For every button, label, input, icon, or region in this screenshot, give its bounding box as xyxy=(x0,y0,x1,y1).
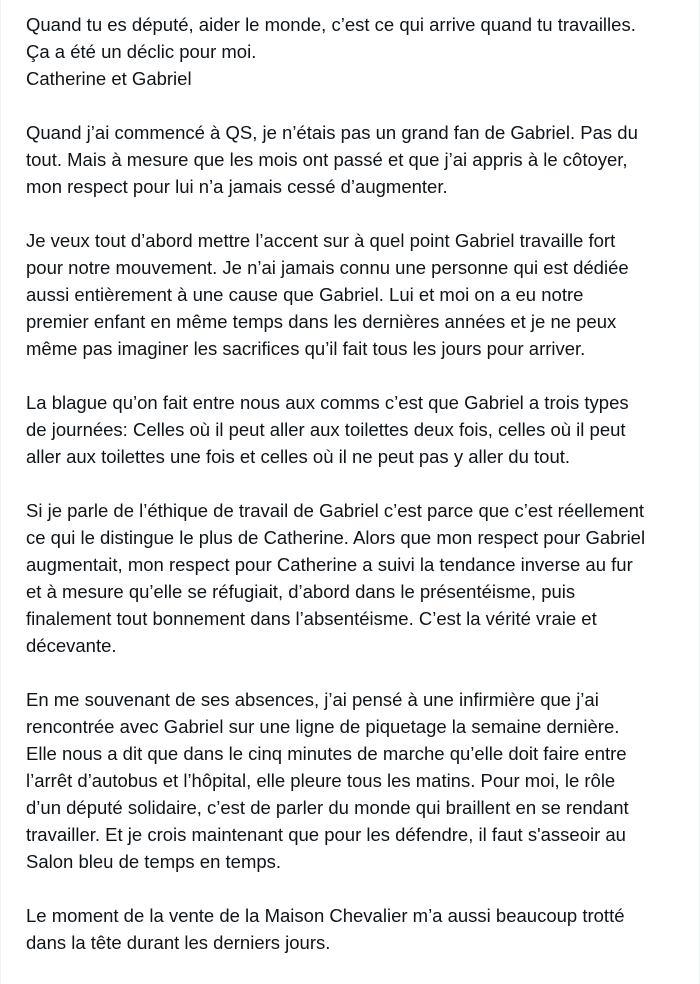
text-line: Je veux tout d’abord mettre l’accent sur à quel point Gabriel travaille fort xyxy=(26,230,616,251)
text-line: travailler. Et je crois maintenant que pour les défendre, il faut s'asseoir au xyxy=(26,824,626,845)
text-line: d’un député solidaire, c’est de parler du monde qui braillent en se rendant xyxy=(26,797,629,818)
text-line: pour notre mouvement. Je n’ai jamais connu une personne qui est dédiée xyxy=(26,257,629,278)
paragraph-3 xyxy=(26,227,699,362)
text-line: Ça a été un déclic pour moi. xyxy=(26,41,257,62)
text-line: finalement tout bonnement dans l’absentéisme. C’est la vérité vraie et xyxy=(26,608,597,629)
text-line: Catherine et Gabriel xyxy=(26,68,192,89)
text-line: ce qui le distingue le plus de Catherine. Alors que mon respect pour Gabriel xyxy=(26,527,646,548)
text-line: de journées: Celles où il peut aller aux toilettes deux fois, celles où il peut xyxy=(26,419,626,440)
text-line: aussi entièrement à une cause que Gabriel. Lui et moi on a eu notre xyxy=(26,284,584,305)
text-line: Elle nous a dit que dans le cinq minutes de marche qu’elle doit faire entre xyxy=(26,743,627,764)
paragraph-6 xyxy=(26,686,699,875)
text-line: dans la tête durant les derniers jours. xyxy=(26,932,331,953)
paragraph-2 xyxy=(26,119,699,200)
paragraph-4 xyxy=(26,389,699,470)
text-line: Quand tu es député, aider le monde, c’est ce qui arrive quand tu travailles. xyxy=(26,14,636,35)
paragraph-7 xyxy=(26,902,699,956)
text-line: aller aux toilettes une fois et celles où il ne peut pas y aller du tout. xyxy=(26,446,571,467)
text-line: premier enfant en même temps dans les dernières années et je ne peux xyxy=(26,311,617,332)
text-line: tout. Mais à mesure que les mois ont passé et que j’ai appris à le côtoyer, xyxy=(26,149,628,170)
text-line: l’arrêt d’autobus et l’hôpital, elle pleure tous les matins. Pour moi, le rôle xyxy=(26,770,616,791)
paragraph-1 xyxy=(26,11,699,92)
paragraph-5 xyxy=(26,497,699,659)
text-line: En me souvenant de ses absences, j’ai pensé à une infirmière que j’ai xyxy=(26,689,599,710)
text-line: Si je parle de l’éthique de travail de Gabriel c’est parce que c’est réellement xyxy=(26,500,645,521)
text-line: mon respect pour lui n’a jamais cessé d’augmenter. xyxy=(26,176,448,197)
text-line: Quand j’ai commencé à QS, je n’étais pas un grand fan de Gabriel. Pas du xyxy=(26,122,638,143)
text-line: rencontrée avec Gabriel sur une ligne de piquetage la semaine dernière. xyxy=(26,716,620,737)
text-line: et à mesure qu’elle se réfugiait, d’abord dans le présentéisme, puis xyxy=(26,581,576,602)
text-line: même pas imaginer les sacrifices qu’il fait tous les jours pour arriver. xyxy=(26,338,586,359)
text-line: Le moment de la vente de la Maison Chevalier m’a aussi beaucoup trotté xyxy=(26,905,625,926)
text-line: La blague qu’on fait entre nous aux comms c’est que Gabriel a trois types xyxy=(26,392,629,413)
text-line: augmentait, mon respect pour Catherine a suivi la tendance inverse au fur xyxy=(26,554,633,575)
text-line: Salon bleu de temps en temps. xyxy=(26,851,282,872)
text-line: décevante. xyxy=(26,635,117,656)
